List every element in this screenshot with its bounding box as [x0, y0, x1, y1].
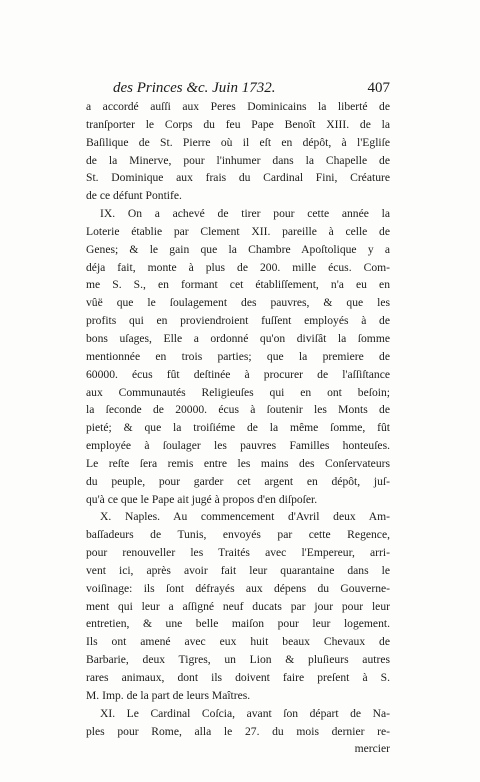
- text-line: XI. Le Cardinal Coſcia, avant ſon départ de Na-: [100, 706, 390, 720]
- text-line: St. Dominique aux frais du Cardinal Fini, Créature: [86, 171, 390, 185]
- text-line: entretien, & une belle maiſon pour leur logement.: [86, 617, 390, 631]
- text-line: Barbarie, deux Tigres, un Lion & pluſieurs autres: [86, 653, 390, 667]
- text-line: IX. On a achevé de tirer pour cette année la: [100, 207, 390, 221]
- text-line: tranſporter le Corps du feu Pape Benoît XIII. de la: [86, 117, 390, 131]
- text-line: vent ici, après avoir fait leur quarantaine dans le: [86, 563, 390, 577]
- text-line: a accordé auſſi aux Peres Dominicains la liberté de: [86, 100, 390, 113]
- text-line: voiſinage: ils ſont défrayés aux dépens du Gouverne-: [86, 581, 390, 595]
- text-line: vûë que le ſoulagement des pauvres, & que les: [86, 296, 390, 310]
- text-line: de ce défunt Pontife.: [86, 189, 182, 203]
- text-line: déja fait, monte à plus de 200. mille écus. Com-: [86, 260, 390, 274]
- text-line: 60000. écus fût deſtinée à procurer de l'aſſiſtance: [86, 367, 390, 381]
- text-line: ples pour Rome, alla le 27. du mois dernier re-: [86, 724, 390, 738]
- text-line: X. Naples. Au commencement d'Avril deux Am-: [100, 510, 390, 524]
- text-line: Genes; & le gain que la Chambre Apoſtolique y a: [86, 242, 390, 256]
- text-line: mentionnée en trois parties; que la premiere de: [86, 349, 390, 363]
- text-line: pieté; & que la troiſiéme de la même ſomme, fût: [86, 421, 390, 435]
- text-line: M. Imp. de la part de leurs Maîtres.: [86, 688, 251, 702]
- catchword: mercier: [354, 742, 390, 756]
- text-block: [86, 78, 390, 757]
- text-line: de la Minerve, pour l'inhumer dans la Chapelle de: [86, 153, 390, 167]
- text-line: employée à ſoulager les pauvres Familles honteuſes.: [86, 439, 390, 453]
- running-head: [86, 78, 390, 98]
- text-line: pour renouveller les Traités avec l'Empereur, arri-: [86, 546, 390, 560]
- text-line: bons uſages, Elle a ordonné qu'on diviſât la ſomme: [86, 331, 390, 345]
- text-line: Loterie établie par Clement XII. pareille à celle de: [86, 224, 390, 238]
- text-line: Le reſte ſera remis entre les mains des Conſervateurs: [86, 456, 390, 470]
- text-line: rares animaux, dont ils doivent faire preſent à S.: [86, 671, 390, 684]
- text-line: la ſeconde de 20000. écus à ſoutenir les Monts de: [86, 403, 390, 417]
- body-text: [86, 98, 390, 740]
- text-line: baſſadeurs de Tunis, envoyés par cette Regence,: [86, 528, 390, 542]
- page-number: 407: [367, 80, 390, 96]
- text-line: Ils ont amené avec eux huit beaux Chevaux de: [86, 635, 390, 649]
- text-line: ment qui leur a aſſigné neuf ducats par jour pour leur: [86, 599, 390, 613]
- text-line: Baſilique de St. Pierre où il eſt en dépôt, à l'Egliſe: [86, 135, 390, 149]
- text-line: me S. S., en formant cet établiſſement, n'a eu en: [86, 278, 390, 292]
- text-line: qu'à ce que le Pape ait jugé à propos d'en diſpoſer.: [86, 492, 318, 506]
- text-line: du peuple, pour garder cet argent en dépôt, juſ-: [86, 474, 390, 488]
- text-line: aux Communautés Religieuſes qui en ont beſoin;: [86, 385, 390, 399]
- running-head-title: des Princes &c. Juin 1732.: [113, 80, 276, 96]
- text-line: profits qui en proviendroient fuſſent employés à de: [86, 314, 390, 328]
